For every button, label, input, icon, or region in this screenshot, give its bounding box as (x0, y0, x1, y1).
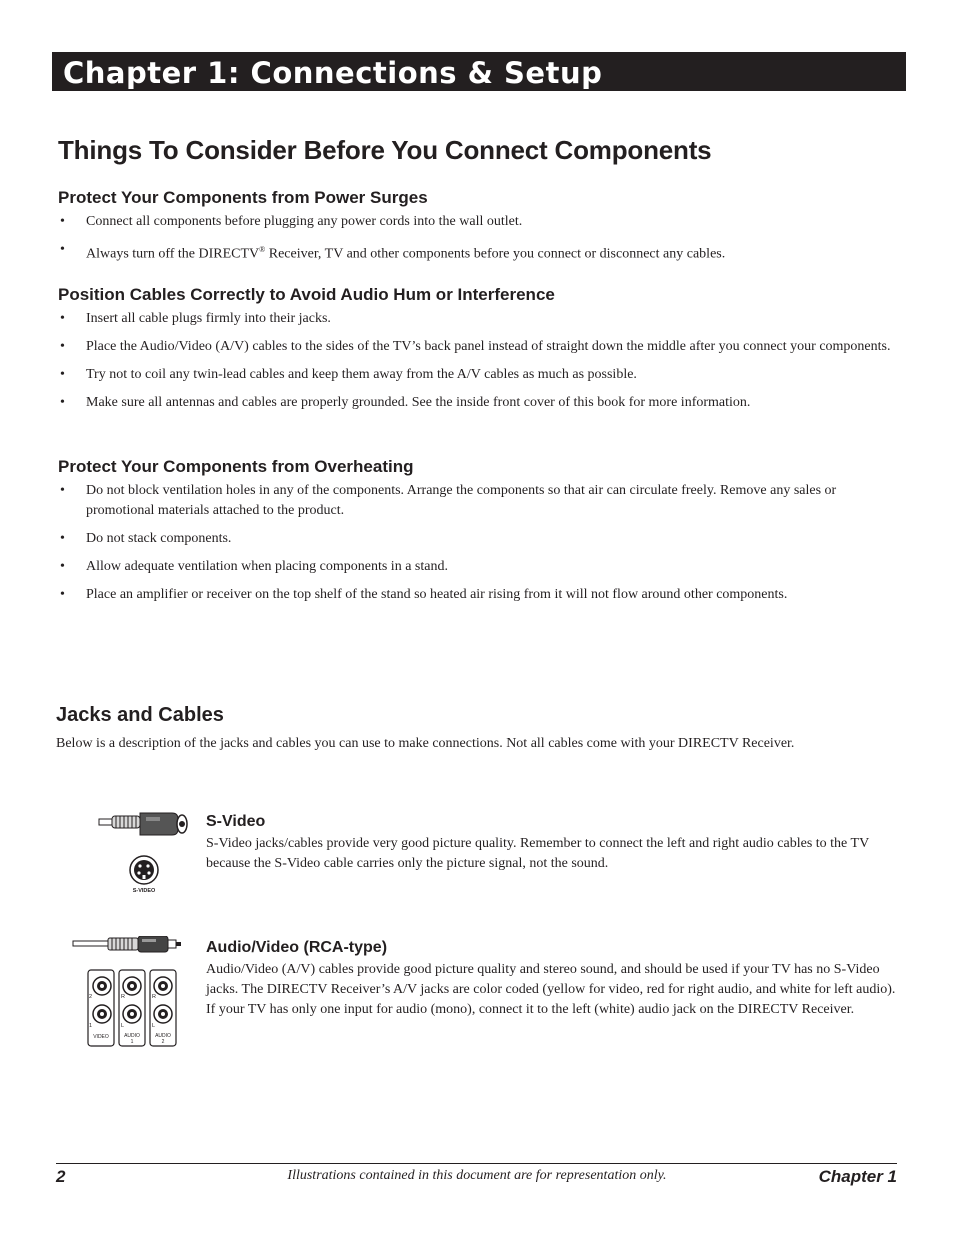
chapter-header-bar (52, 52, 906, 91)
section-power-surges (58, 188, 898, 273)
av-text: Audio/Video (A/V) cables provide good picture quality and stereo sound, and should be used if your TV has no S-Video jacks. The DIRECTV Receiver’s A/V jacks are color coded (yellow for video, red for right audio, and white for left audio). If your TV has only one input for audio (mono), connect it to the left (white) audio jack on the DIRECTV Receiver. (206, 962, 896, 1017)
chapter-title: Chapter 1: Connections & Setup (63, 56, 603, 90)
list-item: • Try not to coil any twin-lead cables and keep them away from the A/V cables as much as possible. (58, 365, 898, 385)
list-item: • Place an amplifier or receiver on the top shelf of the stand so heated air rising from it will not flow around other components. (58, 585, 898, 605)
section-heading: Protect Your Components from Overheating (58, 457, 414, 476)
footer-divider (56, 1163, 897, 1164)
svideo-text: S-Video jacks/cables provide very good picture quality. Remember to connect the left and right audio cables to the TV because the S-Video cable carries only the picture signal, not the sound. (206, 836, 869, 871)
av-illustration (72, 936, 184, 1057)
panel-label-video: VIDEO (93, 1034, 109, 1040)
panel-label-l1: L (121, 1023, 125, 1029)
list-item: • Insert all cable plugs firmly into their jacks. (58, 309, 898, 329)
list-item: • Place the Audio/Video (A/V) cables to the sides of the TV’s back panel instead of straight down the middle after you connect your components. (58, 337, 898, 357)
bullet-list (58, 212, 898, 264)
panel-label-2: 2 (89, 994, 93, 1000)
svideo-illustration (98, 810, 190, 901)
list-item: • Always turn off the DIRECTV® Receiver, TV and other components before you connect or disconnect any cables. (58, 240, 898, 264)
list-item: • Do not stack components. (58, 529, 898, 549)
section-heading: Position Cables Correctly to Avoid Audio Hum or Interference (58, 285, 555, 304)
section-heading: Protect Your Components from Power Surges (58, 188, 428, 207)
svideo-item (206, 813, 896, 874)
rca-cable-icon (72, 936, 184, 1052)
panel-label-r1: R (121, 994, 125, 1000)
av-item (206, 939, 896, 1020)
svideo-jack-label: S-VIDEO (132, 888, 156, 894)
footer-chapter-label: Chapter 1 (818, 1167, 897, 1186)
list-item: • Allow adequate ventilation when placing components in a stand. (58, 557, 898, 577)
svideo-title: S-Video (206, 813, 266, 830)
footer-note: Illustrations contained in this document are for representation only. (287, 1168, 667, 1183)
list-item: • Connect all components before plugging any power cords into the wall outlet. (58, 212, 898, 232)
jacks-cables-heading: Jacks and Cables (56, 704, 224, 726)
list-item: • Make sure all antennas and cables are properly grounded. See the inside front cover of this book for more information. (58, 393, 898, 413)
panel-label-audio-a: AUDIO (124, 1033, 140, 1039)
bullet-list (58, 481, 898, 604)
panel-label-r2: R (152, 994, 156, 1000)
panel-label-audio-b: AUDIO (155, 1033, 171, 1039)
section-cable-positioning (58, 285, 898, 421)
panel-label-audio-2: 2 (161, 1039, 165, 1045)
av-title: Audio/Video (RCA-type) (206, 939, 388, 956)
panel-label-l2: L (152, 1023, 156, 1029)
svideo-cable-icon (98, 810, 190, 896)
jacks-cables-description: Below is a description of the jacks and cables you can use to make connections. Not all cables come with your DIRECTV Receiver. (56, 736, 795, 751)
page-number: 2 (56, 1167, 66, 1186)
section-overheating (58, 457, 898, 613)
panel-label-audio-1: 1 (130, 1039, 134, 1045)
bullet-list (58, 309, 898, 413)
panel-label-1: 1 (89, 1023, 93, 1029)
list-item: • Do not block ventilation holes in any of the components. Arrange the components so that air can circulate freely. Remove any sales or promotional materials attached to the product. (58, 481, 898, 520)
page-title: Things To Consider Before You Connect Components (58, 135, 712, 165)
